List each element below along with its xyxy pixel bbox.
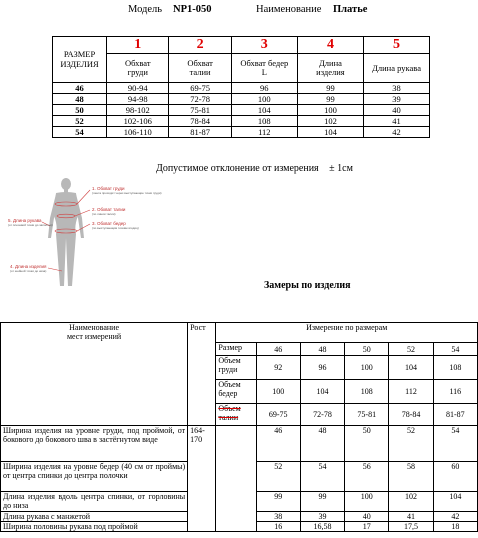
- figure-label-sleeve: 5. Длина рукава: [8, 218, 42, 223]
- growth-header: Рост: [188, 323, 216, 426]
- growth-value: 164-170: [188, 426, 216, 532]
- table-row: Объем груди 92 96 100 104 108: [1, 356, 478, 380]
- col-header-length: Длина изделия: [297, 54, 363, 83]
- figure-label-chest: 1. Обхват груди: [92, 186, 125, 191]
- col-header-chest: Обхват груди: [107, 54, 169, 83]
- size-table: [52, 36, 430, 138]
- table-row: Размер 46 48 50 52 54: [1, 343, 478, 356]
- table-row: 50 98-102 75-81 104 100 40: [53, 105, 430, 116]
- measure-by-size-header: Измерение по размерам: [216, 323, 478, 343]
- figure-label-hips: 3. Обхват бедер: [92, 221, 126, 226]
- figure-sub-hips: (по выступающим точкам ягодиц): [92, 226, 139, 230]
- measure-title: Замеры по изделия: [264, 280, 351, 291]
- table-row: Объем талии 69-75 72-78 75-81 78-84 81-87: [1, 404, 478, 426]
- col-number-4: 4: [297, 37, 363, 54]
- name-value: Платье: [333, 4, 368, 15]
- tolerance-note: [156, 163, 353, 174]
- col-header-waist: Обхват талии: [169, 54, 231, 83]
- table-row: Длина рукава с манжетой 38 39 40 41 42: [1, 512, 478, 522]
- figure-sub-sleeve: (от плечевой точки до запястья): [8, 223, 53, 227]
- table-row: 48 94-98 72-78 100 99 39: [53, 94, 430, 105]
- table-row: Ширина изделия на уровне бедер (40 см от проймы) от центра спинки до центра полочки 52 54 56 58 60: [1, 462, 478, 492]
- model-label: Модель: [128, 4, 163, 15]
- table-row: 46 90-94 69-75 96 99 38: [53, 83, 430, 94]
- col-header-hips: Обхват бедер L: [231, 54, 297, 83]
- col-header-sleeve: Длина рукава: [364, 54, 430, 83]
- col-number-3: 3: [231, 37, 297, 54]
- tolerance-value: ± 1см: [329, 163, 353, 174]
- table-row: Объем бедер 100 104 108 112 116: [1, 380, 478, 404]
- figure-label-length: 4. Длина изделия: [10, 264, 47, 269]
- col-number-1: 1: [107, 37, 169, 54]
- table-row: Длина изделия вдоль центра спинки, от горловины до низа 99 99 100 102 104: [1, 492, 478, 512]
- table-row: 54 106-110 81-87 112 104 42: [53, 127, 430, 138]
- name-label: Наименование: [256, 4, 322, 15]
- document-header: [0, 4, 478, 20]
- table-row: Ширина изделия на уровне груди, под проймой, от бокового до бокового шва в застёгнутом виде 164-170 46 48 50 52 54: [1, 426, 478, 462]
- measure-name-header: Наименование мест измерений: [1, 323, 188, 426]
- figure-sub-length: (от шейной точки до низа): [10, 269, 47, 273]
- model-value: NP1-050: [173, 4, 212, 15]
- table-row: Ширина половины рукава под проймой 16 16,58 17 17,5 18: [1, 522, 478, 532]
- figure-label-waist: 2. Обхват талии: [92, 207, 126, 212]
- col-number-5: 5: [364, 37, 430, 54]
- measurement-figure: [6, 176, 162, 290]
- table-row: 52 102-106 78-84 108 102 41: [53, 116, 430, 127]
- figure-sub-chest: (лента проходит через выступающие точки груди): [92, 191, 162, 195]
- corner-line2: ИЗДЕЛИЯ: [60, 58, 99, 69]
- figure-sub-waist: (по линии талии): [92, 212, 116, 216]
- col-number-2: 2: [169, 37, 231, 54]
- measure-table: [0, 322, 478, 532]
- size-corner-label: [53, 37, 107, 83]
- tolerance-label: Допустимое отклонение от измерения: [156, 163, 319, 174]
- corner-line1: РАЗМЕР: [63, 49, 96, 59]
